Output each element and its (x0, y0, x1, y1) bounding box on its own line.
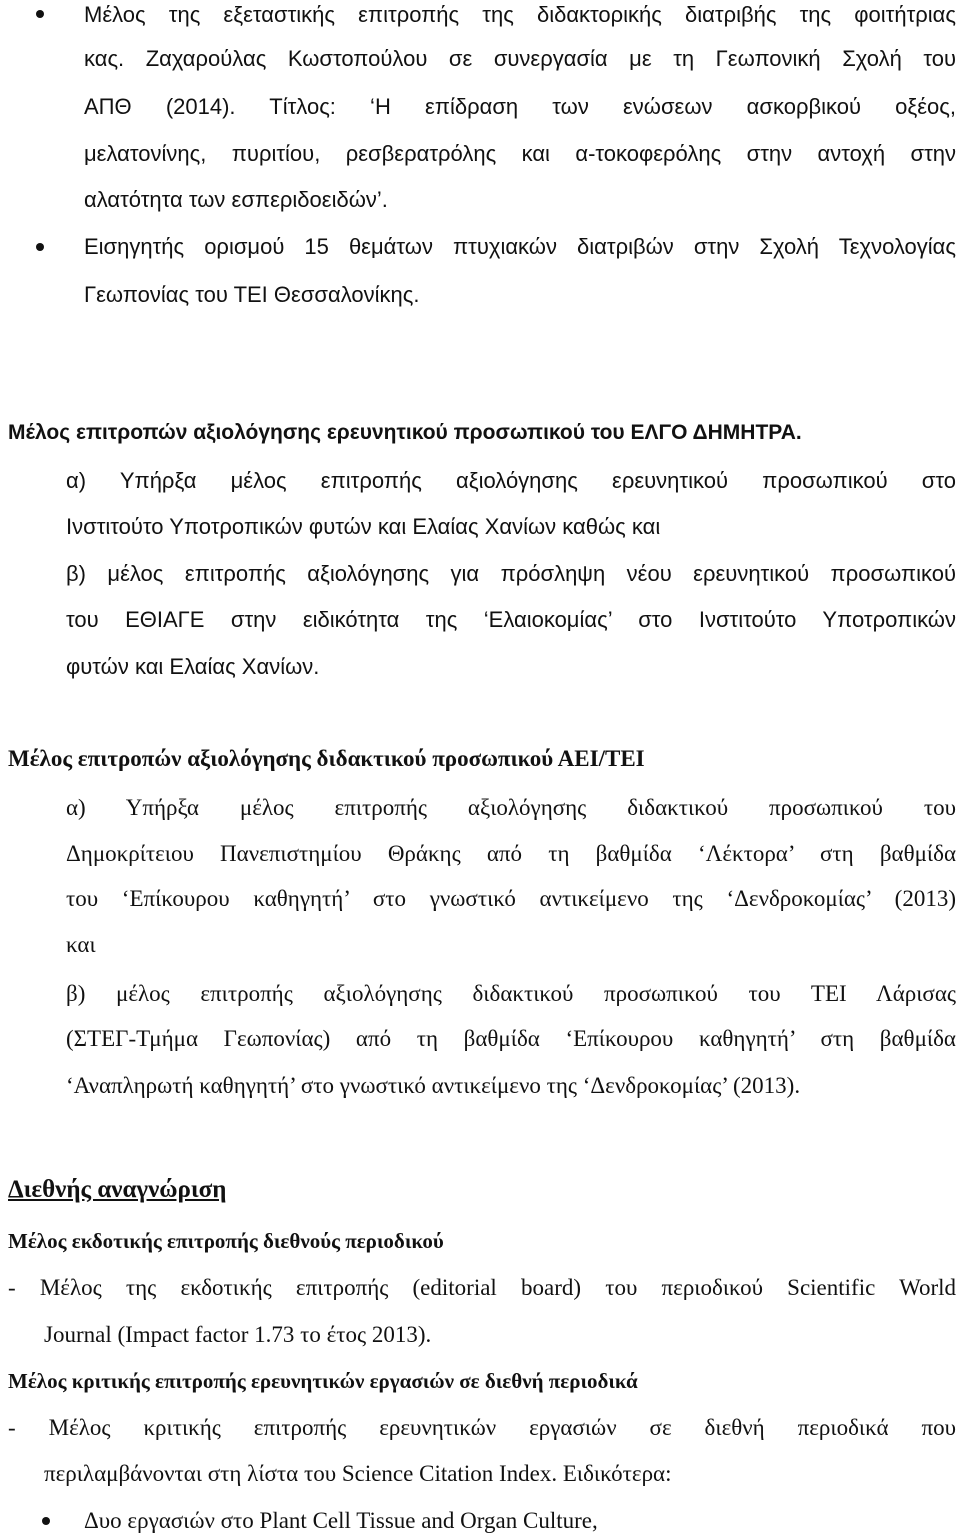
paragraph-line: - Μέλος της εκδοτικής επιτροπής (editorial board) του περιοδικού Scientific World (8, 1275, 956, 1300)
paragraph-line: β) μέλος επιτροπής αξιολόγησης διδακτικού προσωπικού του ΤΕΙ Λάρισας (66, 981, 956, 1006)
paragraph-line: και (66, 932, 96, 957)
section-heading: Μέλος επιτροπών αξιολόγησης ερευνητικού προσωπικού του ΕΛΓΟ ΔΗΜΗΤΡΑ. (8, 421, 802, 444)
bullet-icon (42, 1517, 50, 1525)
bullet-icon (36, 10, 44, 18)
paragraph-line: μελατονίνης, πυριτίου, ρεσβερατρόλης και α-τοκοφερόλης στην αντοχή στην (84, 141, 956, 166)
list-item: Δυο εργασιών στο Plant Cell Tissue and Organ Culture, (84, 1508, 598, 1533)
section-heading: Μέλος επιτροπών αξιολόγησης διδακτικού προσωπικού ΑΕΙ/ΤΕΙ (8, 746, 645, 771)
paragraph-line: Γεωπονίας του ΤΕΙ Θεσσαλονίκης. (84, 282, 420, 307)
paragraph-line: α) Υπήρξα μέλος επιτροπής αξιολόγησης διδακτικού προσωπικού του (66, 795, 956, 820)
subsection-heading: Μέλος κριτικής επιτροπής ερευνητικών εργασιών σε διεθνή περιοδικά (8, 1369, 638, 1393)
paragraph-line: α) Υπήρξα μέλος επιτροπής αξιολόγησης ερευνητικού προσωπικού στο (66, 468, 956, 493)
paragraph-line: β) μέλος επιτροπής αξιολόγησης για πρόσληψη νέου ερευνητικού προσωπικού (66, 561, 956, 586)
paragraph-line: (ΣΤΕΓ-Τμήμα Γεωπονίας) από τη βαθμίδα ‘Επίκουρου καθηγητή’ στη βαθμίδα (66, 1026, 956, 1051)
paragraph-line: του ΕΘΙΑΓΕ στην ειδικότητα της ‘Ελαιοκομίας’ στο Ινστιτούτο Υποτροπικών (66, 607, 956, 632)
paragraph-line: ΑΠΘ (2014). Τίτλος: ‘Η επίδραση των ενώσεων ασκορβικού οξέος, (84, 94, 956, 119)
paragraph-line: περιλαμβάνονται στη λίστα του Science Citation Index. Ειδικότερα: (44, 1461, 672, 1486)
bullet-icon (36, 243, 44, 251)
paragraph-line: Εισηγητής ορισμού 15 θεμάτων πτυχιακών διατριβών στην Σχολή Τεχνολογίας (84, 234, 956, 259)
paragraph-line: Ινστιτούτο Υποτροπικών φυτών και Ελαίας Χανίων καθώς και (66, 514, 661, 539)
paragraph-line: ‘Αναπληρωτή καθηγητή’ στο γνωστικό αντικείμενο της ‘Δενδροκομίας’ (2013). (66, 1073, 801, 1098)
section-title: Διεθνής αναγνώριση (8, 1176, 227, 1203)
paragraph-line: - Μέλος κριτικής επιτροπής ερευνητικών εργασιών σε διεθνή περιοδικά που (8, 1415, 956, 1440)
paragraph-line: κας. Ζαχαρούλας Κωστοπούλου σε συνεργασία με τη Γεωπονική Σχολή του (84, 46, 956, 71)
paragraph-line: αλατότητα των εσπεριδοειδών’. (84, 187, 388, 212)
paragraph-line: Δημοκρίτειου Πανεπιστημίου Θράκης από τη βαθμίδα ‘Λέκτορα’ στη βαθμίδα (66, 841, 956, 866)
paragraph-line: φυτών και Ελαίας Χανίων. (66, 654, 320, 679)
subsection-heading: Μέλος εκδοτικής επιτροπής διεθνούς περιοδικού (8, 1229, 444, 1253)
paragraph-line: Μέλος της εξεταστικής επιτροπής της διδακτορικής διατριβής της φοιτήτριας (84, 2, 956, 27)
paragraph-line: του ‘Επίκουρου καθηγητή’ στο γνωστικό αντικείμενο της ‘Δενδροκομίας’ (2013) (66, 886, 956, 911)
paragraph-line: Journal (Impact factor 1.73 το έτος 2013). (44, 1322, 432, 1347)
